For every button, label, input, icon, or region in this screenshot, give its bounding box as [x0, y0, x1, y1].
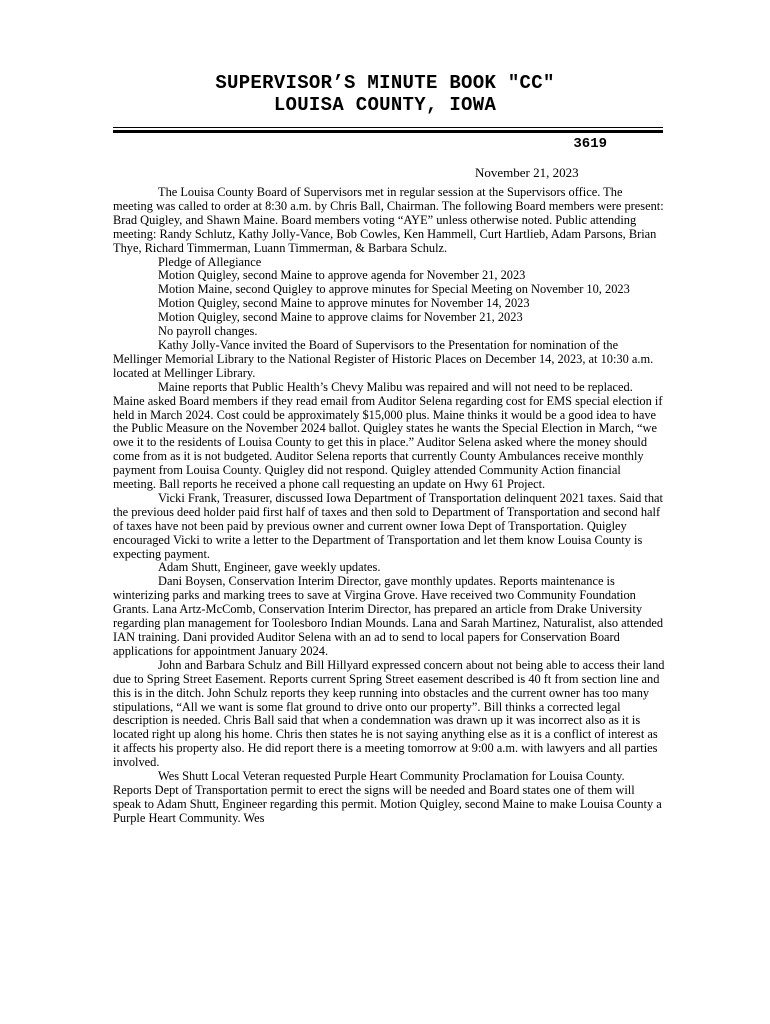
- paragraph-conservation: Dani Boysen, Conservation Interim Director, gave monthly updates. Reports maintenance is winterizing parks and marking trees to save at Virgina Grove. Have received two Community Foundation Grants. Lana Artz-McComb, Conservation Interim Director, has prepared an article from Drake University regarding plan management for Toolesboro Indian Mounds. Lana and Sarah Martinez, Naturalist, also attended IAN training. Dani provided Auditor Selena with an ad to send to local papers for Conservation Board applications for appointment January 2024.: [113, 574, 664, 658]
- paragraph-payroll: No payroll changes.: [158, 324, 258, 339]
- paragraph-maine-reports: Maine reports that Public Health’s Chevy Malibu was repaired and will not need to be replaced. Maine asked Board members if they read email from Auditor Selena regarding cost for EMS special election if held in March 2024. Cost could be approximately $15,000 plus. Maine thinks it would be a good idea to have the Public Measure on the November 2024 ballot. Quigley states he wants the Special Election in March, “we owe it to the residents of Louisa County to get this in place.” Auditor Selena asked where the money should come from as it is not budgeted. Auditor Selena reports that currently County Ambulances receive monthly payment from Louisa County. Quigley did not respond. Quigley attended Community Action financial meeting. Ball reports he received a phone call requesting an update on Hwy 61 Project.: [113, 379, 663, 492]
- paragraph-purple-heart: Wes Shutt Local Veteran requested Purple Heart Community Proclamation for Louisa County. Reports Dept of Transportation permit to erect the signs will be needed and Board states one of them will speak to Adam Shutt, Engineer regarding this permit. Motion Quigley, second Maine to make Louisa County a Purple Heart Community. Wes: [113, 769, 662, 825]
- paragraph-easement: John and Barbara Schulz and Bill Hillyard expressed concern about not being able to access their land due to Spring Street Easement. Reports current Spring Street easement described is 40 ft from section line and this is in the ditch. John Schulz reports they keep running into obstacles and the current owner has too many stipulations, “All we want is some flat ground to drive onto our property”. Bill thinks a corrected legal description is needed. Chris Ball said that when a condemnation was drawn up it was incorrect also as it is located right up along his home. Chris then states he is not saying anything else as it is a conflict of interest as it affects his property also. He did report there is a meeting tomorrow at 9:00 a.m. with lawyers and all parties involved.: [113, 657, 665, 770]
- header-rule-thin: [113, 127, 663, 128]
- paragraph-library: Kathy Jolly-Vance invited the Board of Supervisors to the Presentation for nomination of the Mellinger Memorial Library to the National Register of Historic Places on December 14, 2023, at 10:30 a.m. located at Mellinger Library.: [113, 337, 654, 380]
- paragraph-motion-special-minutes: Motion Maine, second Quigley to approve minutes for Special Meeting on November 10, 2023: [158, 282, 630, 297]
- meeting-date: November 21, 2023: [475, 165, 579, 180]
- paragraph-pledge: Pledge of Allegiance: [158, 254, 262, 269]
- paragraph-treasurer: Vicki Frank, Treasurer, discussed Iowa Department of Transportation delinquent 2021 taxes. Said that the previous deed holder paid first half of taxes and then sold to Department of Transportation and second half of taxes have not been paid by previous owner and current owner Iowa Dept of Transportation. Quigley encouraged Vicki to write a letter to the Department of Transportation and let them know Louisa County is expecting payment.: [113, 490, 663, 561]
- minutes-body: [113, 186, 665, 826]
- paragraph-motion-minutes: Motion Quigley, second Maine to approve minutes for November 14, 2023: [158, 296, 530, 311]
- page-number: 3619: [573, 136, 607, 152]
- paragraph-engineer: Adam Shutt, Engineer, gave weekly updates.: [158, 560, 381, 575]
- paragraph-session-intro: The Louisa County Board of Supervisors met in regular session at the Supervisors office. The meeting was called to order at 8:30 a.m. by Chris Ball, Chairman. The following Board members were present: Brad Quigley, and Shawn Maine. Board members voting “AYE” unless otherwise noted. Public attending meeting: Randy Schlutz, Kathy Jolly-Vance, Bob Cowles, Ken Hammell, Curt Hartlieb, Adam Parsons, Brian Thye, Richard Timmerman, Luann Timmerman, & Barbara Schulz.: [113, 185, 664, 255]
- book-title: SUPERVISOR’S MINUTE BOOK "CC": [215, 72, 555, 94]
- paragraph-motion-claims: Motion Quigley, second Maine to approve claims for November 21, 2023: [158, 310, 523, 325]
- paragraph-motion-agenda: Motion Quigley, second Maine to approve agenda for November 21, 2023: [158, 268, 526, 283]
- header-rule-thick: [113, 130, 663, 133]
- county-title: LOUISA COUNTY, IOWA: [273, 94, 497, 116]
